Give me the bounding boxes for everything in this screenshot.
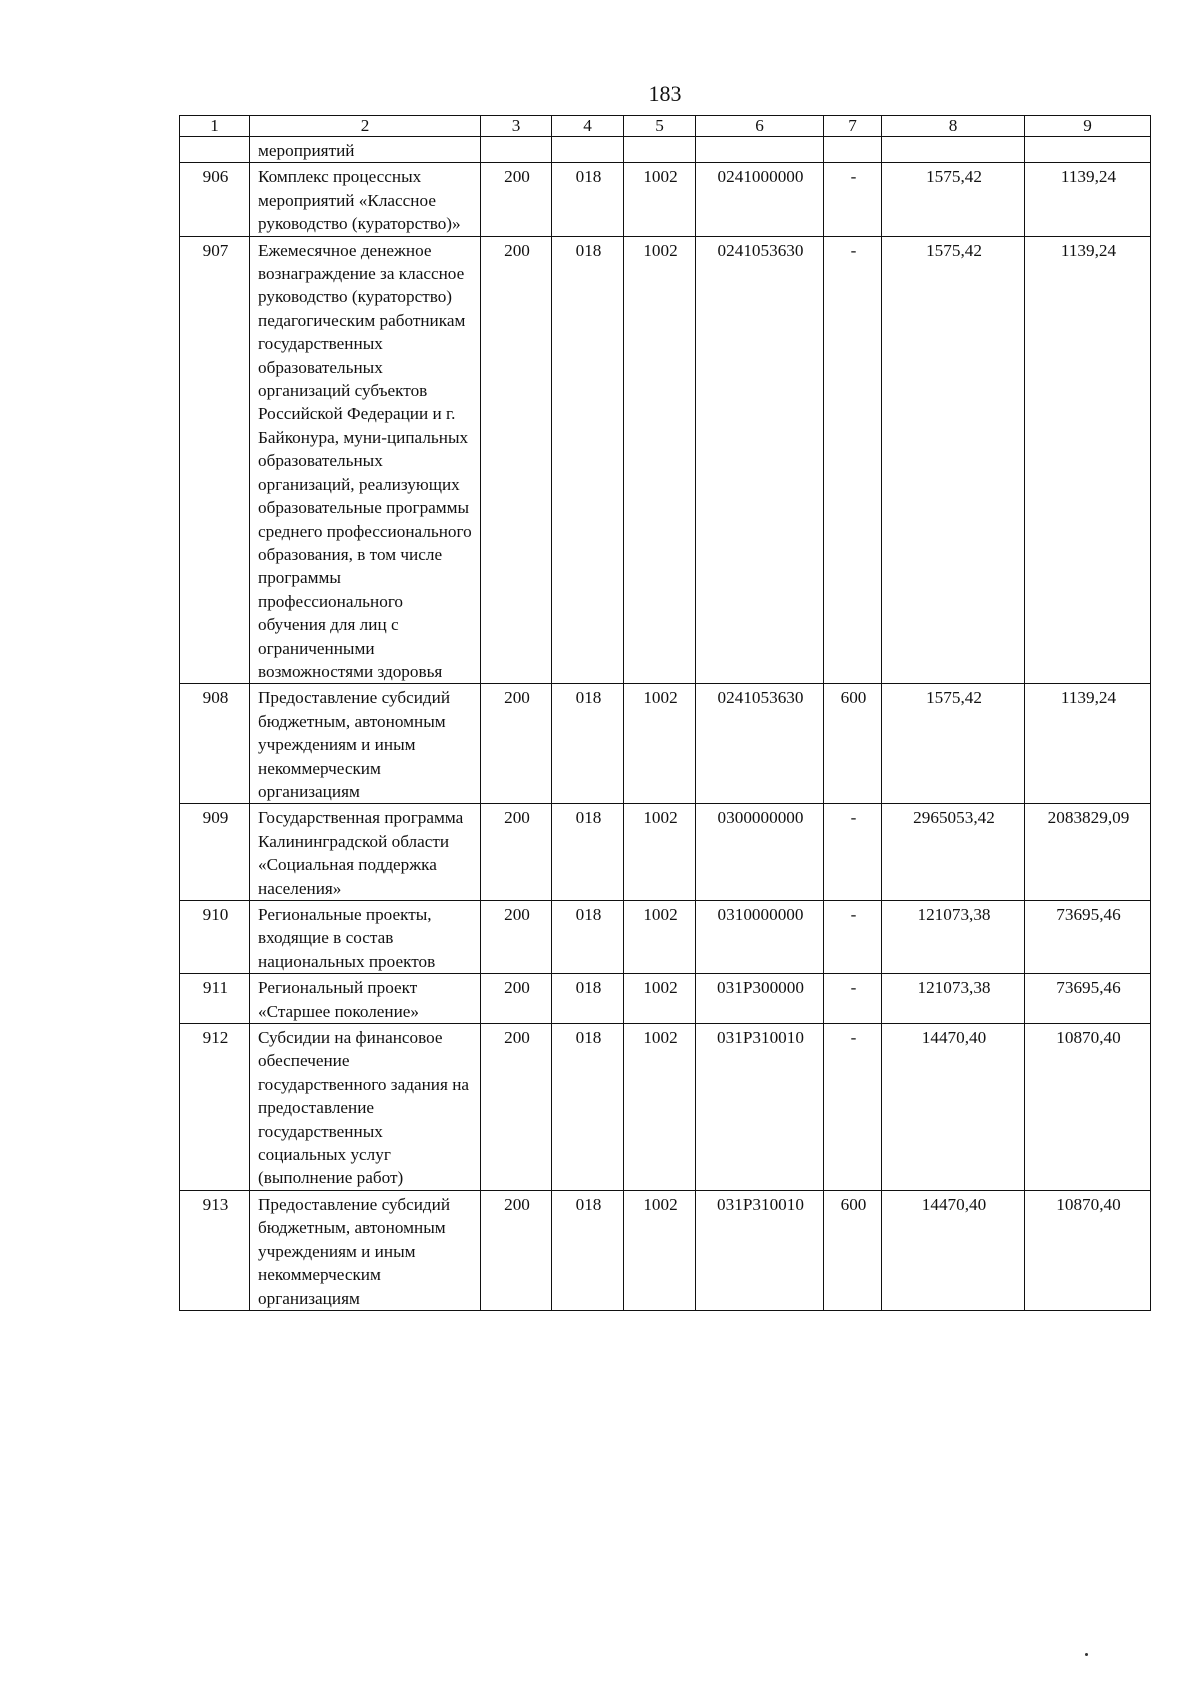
row-col5: 1002 <box>624 1190 696 1310</box>
table-row <box>180 236 1151 684</box>
row-col3: 200 <box>481 684 552 804</box>
budget-table <box>179 115 1151 1311</box>
row-col3: 200 <box>481 974 552 1024</box>
column-number-row <box>180 116 1151 137</box>
row-col6: 0310000000 <box>696 901 824 974</box>
column-number-cell: 6 <box>696 116 824 137</box>
row-col5: 1002 <box>624 236 696 684</box>
row-col9: 1139,24 <box>1025 236 1151 684</box>
row-col6 <box>696 137 824 163</box>
table-row <box>180 901 1151 974</box>
row-col6: 031P310010 <box>696 1024 824 1191</box>
table-row <box>180 804 1151 901</box>
row-col5: 1002 <box>624 901 696 974</box>
row-col8 <box>882 137 1025 163</box>
row-col5: 1002 <box>624 974 696 1024</box>
scan-speck <box>1085 1653 1088 1656</box>
row-col8: 14470,40 <box>882 1190 1025 1310</box>
table-row <box>180 163 1151 236</box>
row-col5: 1002 <box>624 684 696 804</box>
table-row <box>180 974 1151 1024</box>
row-col4: 018 <box>552 684 624 804</box>
row-col8: 1575,42 <box>882 163 1025 236</box>
column-number-cell: 2 <box>250 116 481 137</box>
row-col8: 1575,42 <box>882 236 1025 684</box>
row-col7: - <box>824 974 882 1024</box>
row-id: 906 <box>180 163 250 236</box>
row-name: Региональные проекты, входящие в состав национальных проектов <box>250 901 481 974</box>
row-id: 909 <box>180 804 250 901</box>
table-row <box>180 137 1151 163</box>
column-number-cell: 9 <box>1025 116 1151 137</box>
row-col9: 73695,46 <box>1025 901 1151 974</box>
table-row <box>180 684 1151 804</box>
row-col5 <box>624 137 696 163</box>
row-col9: 10870,40 <box>1025 1190 1151 1310</box>
row-col3: 200 <box>481 163 552 236</box>
row-col6: 0241000000 <box>696 163 824 236</box>
row-col7: - <box>824 1024 882 1191</box>
row-col9 <box>1025 137 1151 163</box>
table-row <box>180 1190 1151 1310</box>
row-col7: - <box>824 804 882 901</box>
row-col7: 600 <box>824 684 882 804</box>
row-col4: 018 <box>552 163 624 236</box>
row-col9: 1139,24 <box>1025 684 1151 804</box>
row-col7: - <box>824 236 882 684</box>
row-col9: 1139,24 <box>1025 163 1151 236</box>
row-name: мероприятий <box>250 137 481 163</box>
page-number: 183 <box>648 81 682 106</box>
row-col6: 0300000000 <box>696 804 824 901</box>
row-col4: 018 <box>552 804 624 901</box>
row-col3: 200 <box>481 804 552 901</box>
row-col9: 73695,46 <box>1025 974 1151 1024</box>
row-col3 <box>481 137 552 163</box>
row-col8: 121073,38 <box>882 974 1025 1024</box>
column-number-cell: 5 <box>624 116 696 137</box>
row-name: Предоставление субсидий бюджетным, автономным учреждениям и иным некоммерческим организациям <box>250 684 481 804</box>
row-col3: 200 <box>481 901 552 974</box>
row-col8: 2965053,42 <box>882 804 1025 901</box>
row-id: 907 <box>180 236 250 684</box>
row-col5: 1002 <box>624 804 696 901</box>
row-id: 911 <box>180 974 250 1024</box>
row-name: Государственная программа Калининградской области «Социальная поддержка населения» <box>250 804 481 901</box>
row-name: Комплекс процессных мероприятий «Классное руководство (кураторство)» <box>250 163 481 236</box>
row-col7: - <box>824 163 882 236</box>
row-col4 <box>552 137 624 163</box>
row-col3: 200 <box>481 236 552 684</box>
row-id: 910 <box>180 901 250 974</box>
row-name: Субсидии на финансовое обеспечение государственного задания на предоставление государственных социальных услуг (выполнение работ) <box>250 1024 481 1191</box>
row-col3: 200 <box>481 1190 552 1310</box>
row-col7 <box>824 137 882 163</box>
row-col7: - <box>824 901 882 974</box>
row-name: Предоставление субсидий бюджетным, автономным учреждениям и иным некоммерческим организациям <box>250 1190 481 1310</box>
row-id: 912 <box>180 1024 250 1191</box>
column-number-cell: 3 <box>481 116 552 137</box>
row-col4: 018 <box>552 236 624 684</box>
row-col6: 031P310010 <box>696 1190 824 1310</box>
row-name: Ежемесячное денежное вознаграждение за классное руководство (кураторство) педагогическим работникам государственных образовательных организаций субъектов Российской Федерации и г. Байконура, муни-ципальных образовательных организаций, реализующих образовательные программы среднего профессионального образования, в том числе программы профессионального обучения для лиц с ограниченными возможностями здоровья <box>250 236 481 684</box>
row-col7: 600 <box>824 1190 882 1310</box>
row-id: 908 <box>180 684 250 804</box>
column-number-cell: 7 <box>824 116 882 137</box>
table-row <box>180 1024 1151 1191</box>
row-col5: 1002 <box>624 1024 696 1191</box>
row-col3: 200 <box>481 1024 552 1191</box>
row-col8: 1575,42 <box>882 684 1025 804</box>
row-col5: 1002 <box>624 163 696 236</box>
column-number-cell: 8 <box>882 116 1025 137</box>
row-col4: 018 <box>552 1190 624 1310</box>
row-col8: 14470,40 <box>882 1024 1025 1191</box>
row-col9: 2083829,09 <box>1025 804 1151 901</box>
row-col9: 10870,40 <box>1025 1024 1151 1191</box>
row-col4: 018 <box>552 901 624 974</box>
column-number-cell: 1 <box>180 116 250 137</box>
row-col8: 121073,38 <box>882 901 1025 974</box>
row-col6: 0241053630 <box>696 236 824 684</box>
row-col4: 018 <box>552 1024 624 1191</box>
column-number-cell: 4 <box>552 116 624 137</box>
row-id <box>180 137 250 163</box>
row-name: Региональный проект «Старшее поколение» <box>250 974 481 1024</box>
row-id: 913 <box>180 1190 250 1310</box>
row-col4: 018 <box>552 974 624 1024</box>
row-col6: 0241053630 <box>696 684 824 804</box>
row-col6: 031P300000 <box>696 974 824 1024</box>
